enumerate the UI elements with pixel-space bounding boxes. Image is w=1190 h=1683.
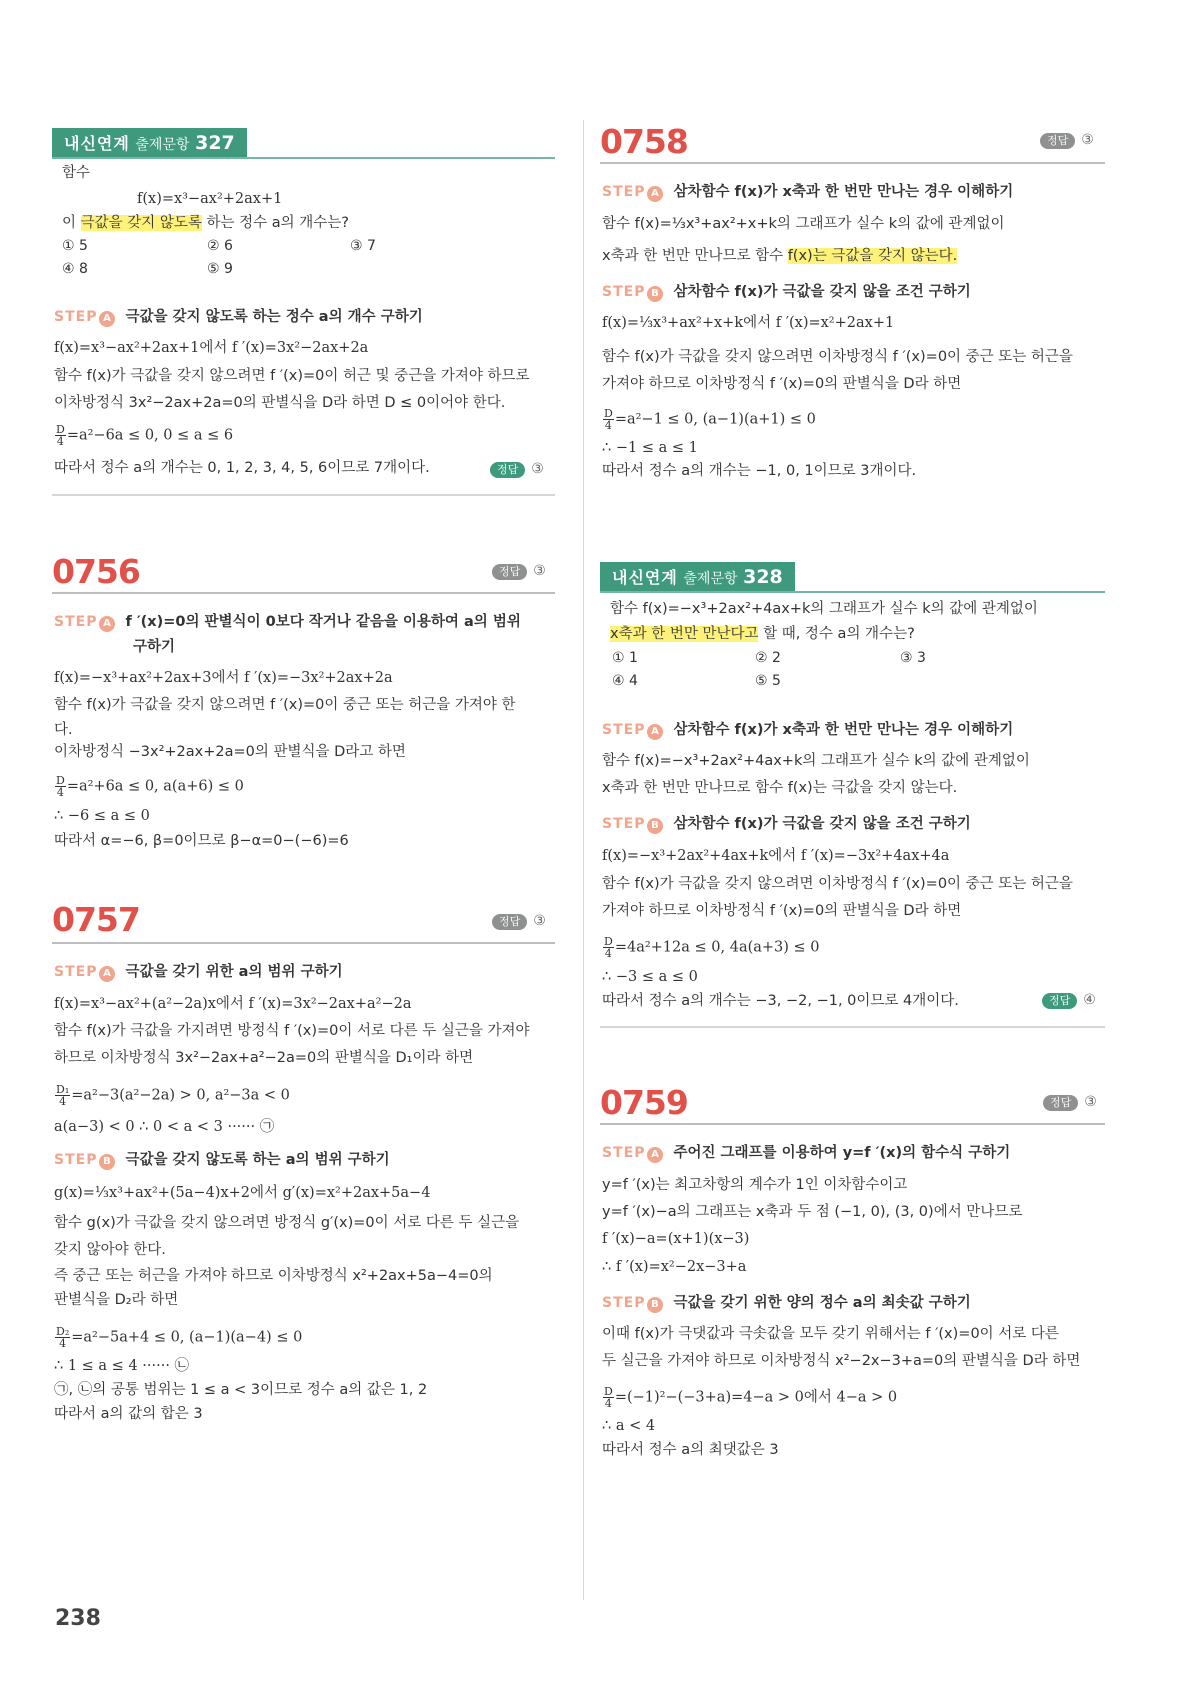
answer-badge: 정답 bbox=[1042, 993, 1077, 1009]
q759-answer bbox=[1043, 1093, 1097, 1112]
q328-option-1: ① 1 bbox=[612, 650, 638, 666]
box-sub: 출제문항 bbox=[683, 571, 738, 587]
q758-answer bbox=[1040, 131, 1094, 150]
q759-sol-5: 이때 f(x)가 극댓값과 극솟값을 모두 갖기 위해서는 f ′(x)=0이 서로 다른 bbox=[602, 1326, 1059, 1342]
q759-step-b bbox=[602, 1293, 971, 1313]
answer-badge: 정답 bbox=[1040, 133, 1075, 149]
q759-sol-7: $\frac{D}{4}$ =(−1)²−(−3+a)=4−a > 0에서 4−a > 0 bbox=[604, 1385, 898, 1410]
step-title: 극값을 갖지 않도록 하는 a의 범위 구하기 bbox=[125, 1152, 390, 1168]
step-tag: STEP A bbox=[602, 722, 663, 738]
q756-sol-6: ∴ −6 ≤ a ≤ 0 bbox=[54, 808, 150, 824]
q758-sol-5: 가져야 하므로 이차방정식 f ′(x)=0의 판별식을 D라 하면 bbox=[602, 376, 962, 392]
q756-sol-7: 따라서 α=−6, β=0이므로 β−α=0−(−6)=6 bbox=[54, 833, 349, 849]
step-tag: STEP B bbox=[602, 284, 663, 300]
q328-option-2: ② 2 bbox=[755, 650, 781, 666]
answer-value: ③ bbox=[533, 563, 546, 579]
fraction: $\frac{D}{4}$ bbox=[56, 423, 65, 448]
q327-sol-1: f(x)=x³−ax²+2ax+1에서 f ′(x)=3x²−2ax+2a bbox=[54, 340, 369, 356]
naesin-box-328 bbox=[600, 562, 795, 592]
step-tag: STEP B bbox=[602, 1295, 663, 1311]
problem-number-0758: 0758 bbox=[600, 122, 688, 161]
box-underline bbox=[52, 157, 555, 159]
step-title: f ′(x)=0의 판별식이 0보다 작거나 같음을 이용하여 a의 범위 bbox=[125, 614, 521, 630]
q327-option-2: ② 6 bbox=[207, 238, 233, 254]
q328-step-a bbox=[602, 720, 1013, 740]
step-title: 극값을 갖기 위한 양의 정수 a의 최솟값 구하기 bbox=[673, 1295, 971, 1311]
q328-answer bbox=[1042, 991, 1096, 1010]
step-title: 극값을 갖기 위한 a의 범위 구하기 bbox=[125, 964, 343, 980]
column-divider bbox=[583, 120, 584, 1600]
q328-sol-3: f(x)=−x³+2ax²+4ax+k에서 f ′(x)=−3x²+4ax+4a bbox=[602, 848, 950, 864]
step-title: 극값을 갖지 않도록 하는 정수 a의 개수 구하기 bbox=[125, 309, 423, 325]
answer-value: ④ bbox=[1083, 992, 1096, 1008]
q757-sol-13: ㉠, ㉡의 공통 범위는 1 ≤ a < 3이므로 정수 a의 값은 1, 2 bbox=[54, 1382, 428, 1398]
q327-function: f(x)=x³−ax²+2ax+1 bbox=[137, 191, 283, 207]
box-num: 328 bbox=[743, 566, 783, 588]
q327-option-3: ③ 7 bbox=[350, 238, 376, 254]
fraction: $\frac{D}{4}$ bbox=[604, 407, 613, 432]
answer-value: ③ bbox=[533, 913, 546, 929]
q759-sol-2: y=f ′(x)−a의 그래프는 x축과 두 점 (−1, 0), (3, 0)에서 만나므로 bbox=[602, 1204, 1023, 1220]
q757-sol-2: 함수 f(x)가 극값을 가지려면 방정식 f ′(x)=0이 서로 다른 두 실근을 가져야 bbox=[54, 1023, 530, 1039]
q758-sol-4: 함수 f(x)가 극값을 갖지 않으려면 이차방정식 f ′(x)=0이 중근 또는 허근을 bbox=[602, 349, 1073, 365]
step-tag: STEP A bbox=[54, 614, 115, 630]
problem-number-0759: 0759 bbox=[600, 1083, 688, 1122]
box-label: 내신연계 bbox=[612, 568, 678, 587]
naesin-box-327 bbox=[52, 128, 247, 158]
q328-q-b: 할 때, 정수 a의 개수는? bbox=[758, 626, 915, 642]
step-tag: STEP A bbox=[54, 964, 115, 980]
fraction: $\frac{D}{4}$ bbox=[604, 1385, 613, 1410]
q757-sol-12: ∴ 1 ≤ a ≤ 4 ······ ㉡ bbox=[54, 1358, 190, 1374]
step-title: 삼차함수 f(x)가 x축과 한 번만 만나는 경우 이해하기 bbox=[673, 722, 1014, 738]
problem-rule bbox=[600, 1123, 1105, 1125]
problem-rule bbox=[52, 592, 555, 594]
q328-question bbox=[610, 624, 915, 644]
section-end-rule bbox=[52, 494, 555, 496]
q757-sol-4: $\frac{\text{D₁}}{4}$ =a²−3(a²−2a) > 0, a²−3a < 0 bbox=[56, 1083, 290, 1108]
q328-sol-4: 함수 f(x)가 극값을 갖지 않으려면 이차방정식 f ′(x)=0이 중근 또는 허근을 bbox=[602, 876, 1073, 892]
q327-step-a bbox=[54, 307, 423, 327]
q758-sol-8: 따라서 정수 a의 개수는 −1, 0, 1이므로 3개이다. bbox=[602, 463, 917, 479]
q328-option-5: ⑤ 5 bbox=[755, 673, 781, 689]
q327-sol-4: $\frac{D}{4}$ =a²−6a ≤ 0, 0 ≤ a ≤ 6 bbox=[56, 423, 234, 448]
box-label: 내신연계 bbox=[64, 134, 130, 153]
page-number: 238 bbox=[55, 1606, 101, 1631]
fraction: $\frac{\text{D₁}}{4}$ bbox=[56, 1083, 70, 1108]
q328-sol-8: 따라서 정수 a의 개수는 −3, −2, −1, 0이므로 4개이다. bbox=[602, 993, 959, 1009]
q327-answer bbox=[490, 460, 544, 479]
q758-sol-7: ∴ −1 ≤ a ≤ 1 bbox=[602, 440, 698, 456]
q756-step-a-cont: 구하기 bbox=[133, 639, 176, 655]
q328-sol-6: $\frac{D}{4}$ =4a²+12a ≤ 0, 4a(a+3) ≤ 0 bbox=[604, 935, 820, 960]
answer-badge: 정답 bbox=[1043, 1095, 1078, 1111]
answer-value: ③ bbox=[531, 461, 544, 477]
box-underline bbox=[600, 591, 1105, 593]
problem-number-0757: 0757 bbox=[52, 900, 140, 939]
q759-sol-9: 따라서 정수 a의 최댓값은 3 bbox=[602, 1442, 779, 1458]
q757-sol-9: 즉 중근 또는 허근을 가져야 하므로 이차방정식 x²+2ax+5a−4=0의 bbox=[54, 1268, 493, 1284]
q328-sol-2: x축과 한 번만 만나므로 함수 f(x)는 극값을 갖지 않는다. bbox=[602, 780, 958, 796]
q758-sol-1: 함수 f(x)=⅓x³+ax²+x+k의 그래프가 실수 k의 값에 관계없이 bbox=[602, 216, 1005, 232]
q758-sol-3: f(x)=⅓x³+ax²+x+k에서 f ′(x)=x²+2ax+1 bbox=[602, 315, 895, 331]
box-sub: 출제문항 bbox=[135, 137, 190, 153]
q756-step-a bbox=[54, 612, 521, 632]
problem-rule bbox=[52, 942, 555, 944]
q757-step-a bbox=[54, 962, 343, 982]
highlight: f(x)는 극값을 갖지 않는다. bbox=[787, 248, 958, 264]
q327-option-1: ① 5 bbox=[62, 238, 88, 254]
q328-sol-5: 가져야 하므로 이차방정식 f ′(x)=0의 판별식을 D라 하면 bbox=[602, 903, 962, 919]
step-tag: STEP B bbox=[54, 1152, 115, 1168]
q327-q-highlight: 극값을 갖지 않도록 bbox=[80, 215, 202, 231]
q328-option-3: ③ 3 bbox=[900, 650, 926, 666]
section-end-rule bbox=[600, 1026, 1105, 1028]
q757-sol-8: 갖지 않아야 한다. bbox=[54, 1242, 166, 1258]
step-title: 삼차함수 f(x)가 극값을 갖지 않을 조건 구하기 bbox=[673, 816, 971, 832]
step-title: 삼차함수 f(x)가 x축과 한 번만 만나는 경우 이해하기 bbox=[673, 184, 1014, 200]
problem-rule bbox=[600, 162, 1105, 164]
step-title: 삼차함수 f(x)가 극값을 갖지 않을 조건 구하기 bbox=[673, 284, 971, 300]
fraction: $\frac{D}{4}$ bbox=[56, 774, 65, 799]
q328-sol-1: 함수 f(x)=−x³+2ax²+4ax+k의 그래프가 실수 k의 값에 관계없이 bbox=[602, 753, 1030, 769]
step-tag: STEP A bbox=[54, 309, 115, 325]
q756-sol-2: 함수 f(x)가 극값을 갖지 않으려면 f ′(x)=0이 중근 또는 허근을 가져야 한 bbox=[54, 697, 516, 713]
q759-step-a bbox=[602, 1143, 1010, 1163]
q758-step-b bbox=[602, 282, 971, 302]
q758-sol-6: $\frac{D}{4}$ =a²−1 ≤ 0, (a−1)(a+1) ≤ 0 bbox=[604, 407, 816, 432]
q328-option-4: ④ 4 bbox=[612, 673, 638, 689]
q756-sol-1: f(x)=−x³+ax²+2ax+3에서 f ′(x)=−3x²+2ax+2a bbox=[54, 670, 393, 686]
q328-line1: 함수 f(x)=−x³+2ax²+4ax+k의 그래프가 실수 k의 값에 관계없이 bbox=[610, 601, 1038, 617]
q756-sol-4: 이차방정식 −3x²+2ax+2a=0의 판별식을 D라고 하면 bbox=[54, 744, 406, 760]
q759-sol-1: y=f ′(x)는 최고차항의 계수가 1인 이차함수이고 bbox=[602, 1177, 908, 1193]
q757-sol-10: 판별식을 D₂라 하면 bbox=[54, 1292, 179, 1308]
fraction: $\frac{\text{D₂}}{4}$ bbox=[56, 1325, 70, 1350]
answer-value: ③ bbox=[1084, 1094, 1097, 1110]
q758-step-a bbox=[602, 182, 1013, 202]
q757-answer bbox=[492, 912, 546, 931]
q759-sol-3: f ′(x)−a=(x+1)(x−3) bbox=[602, 1231, 750, 1247]
q756-sol-3: 다. bbox=[54, 722, 73, 738]
q759-sol-8: ∴ a < 4 bbox=[602, 1418, 656, 1434]
answer-badge: 정답 bbox=[492, 564, 527, 580]
problem-number-0756: 0756 bbox=[52, 552, 140, 591]
q757-sol-7: 함수 g(x)가 극값을 갖지 않으려면 방정식 g′(x)=0이 서로 다른 두 실근을 bbox=[54, 1215, 520, 1231]
q327-line1: 함수 bbox=[62, 165, 91, 181]
q328-q-highlight: x축과 한 번만 만난다고 bbox=[610, 626, 759, 642]
q327-sol-3: 이차방정식 3x²−2ax+2a=0의 판별식을 D라 하면 D ≤ 0이어야 한다. bbox=[54, 395, 506, 411]
q759-sol-4: ∴ f ′(x)=x²−2x−3+a bbox=[602, 1259, 747, 1275]
step-tag: STEP B bbox=[602, 816, 663, 832]
answer-badge: 정답 bbox=[492, 914, 527, 930]
q757-sol-5: a(a−3) < 0 ∴ 0 < a < 3 ······ ㉠ bbox=[54, 1119, 275, 1135]
q756-answer bbox=[492, 562, 546, 581]
box-num: 327 bbox=[195, 132, 235, 154]
q328-step-b bbox=[602, 814, 971, 834]
q757-sol-11: $\frac{\text{D₂}}{4}$ =a²−5a+4 ≤ 0, (a−1)(a−4) ≤ 0 bbox=[56, 1325, 303, 1350]
step-tag: STEP A bbox=[602, 1145, 663, 1161]
q757-step-b bbox=[54, 1150, 390, 1170]
q327-option-4: ④ 8 bbox=[62, 261, 88, 277]
q757-sol-14: 따라서 a의 값의 합은 3 bbox=[54, 1406, 203, 1422]
q756-sol-5: $\frac{D}{4}$ =a²+6a ≤ 0, a(a+6) ≤ 0 bbox=[56, 774, 244, 799]
answer-badge: 정답 bbox=[490, 462, 525, 478]
fraction: $\frac{D}{4}$ bbox=[604, 935, 613, 960]
answer-value: ③ bbox=[1081, 132, 1094, 148]
q757-sol-6: g(x)=⅓x³+ax²+(5a−4)x+2에서 g′(x)=x²+2ax+5a−4 bbox=[54, 1185, 431, 1201]
q327-sol-2: 함수 f(x)가 극값을 갖지 않으려면 f ′(x)=0이 허근 및 중근을 가져야 하므로 bbox=[54, 368, 530, 384]
step-title: 주어진 그래프를 이용하여 y=f ′(x)의 함수식 구하기 bbox=[673, 1145, 1011, 1161]
q757-sol-3: 하므로 이차방정식 3x²−2ax+a²−2a=0의 판별식을 D₁이라 하면 bbox=[54, 1050, 474, 1066]
q758-sol-2: x축과 한 번만 만나므로 함수 f(x)는 극값을 갖지 않는다. bbox=[602, 248, 958, 264]
q759-sol-6: 두 실근을 가져야 하므로 이차방정식 x²−2x−3+a=0의 판별식을 D라 하면 bbox=[602, 1353, 1081, 1369]
q327-sol-5: 따라서 정수 a의 개수는 0, 1, 2, 3, 4, 5, 6이므로 7개이다. bbox=[54, 460, 430, 476]
q327-option-5: ⑤ 9 bbox=[207, 261, 233, 277]
step-tag: STEP A bbox=[602, 184, 663, 200]
q328-sol-7: ∴ −3 ≤ a ≤ 0 bbox=[602, 969, 698, 985]
q327-q-c: 하는 정수 a의 개수는? bbox=[201, 215, 349, 231]
q327-question bbox=[62, 213, 349, 233]
q327-q-a: 이 bbox=[62, 215, 81, 231]
q757-sol-1: f(x)=x³−ax²+(a²−2a)x에서 f ′(x)=3x²−2ax+a²−2a bbox=[54, 996, 412, 1012]
